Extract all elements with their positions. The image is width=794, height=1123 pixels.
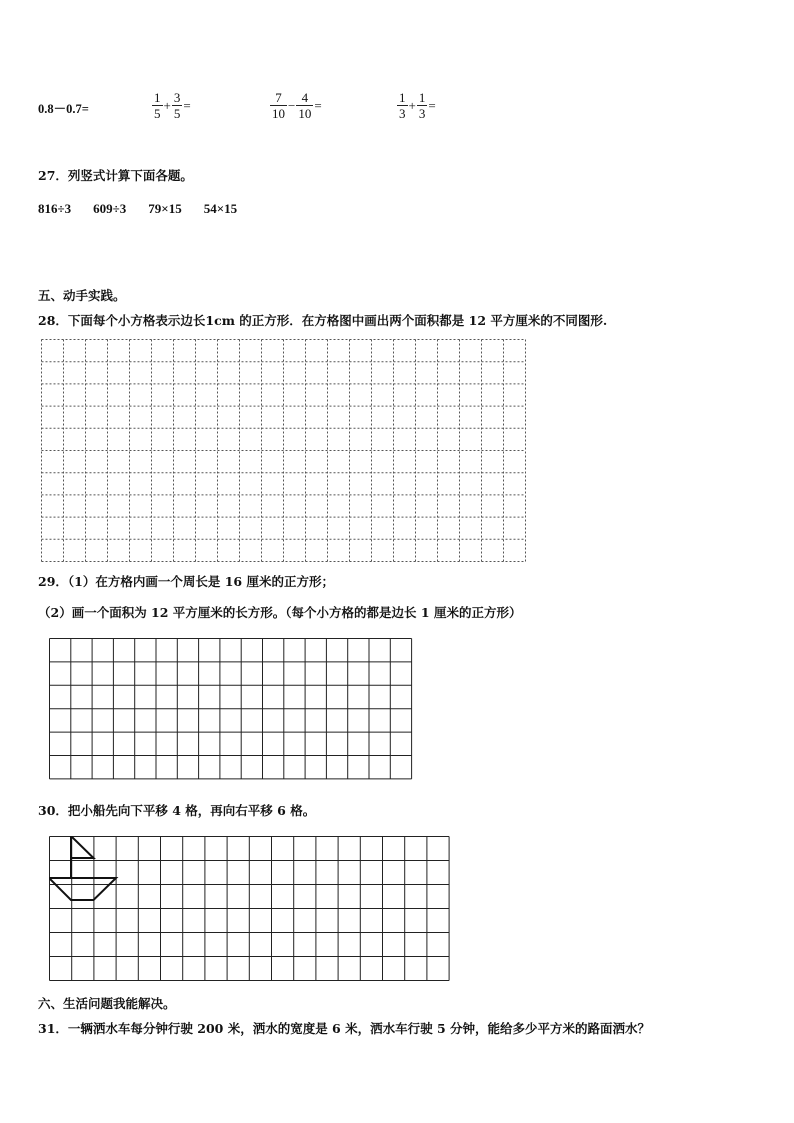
operator: −	[288, 97, 296, 113]
calc-item: 54×15	[203, 201, 238, 216]
fraction	[417, 90, 428, 121]
question-27-items	[38, 198, 259, 217]
boat-shape	[49, 836, 116, 900]
calc-item: 816÷3	[38, 201, 72, 216]
equals-sign: =	[183, 97, 191, 113]
numerator: 1	[154, 90, 161, 105]
fraction-expression-3	[397, 90, 437, 121]
grid-q28[interactable]	[41, 339, 528, 563]
equals-sign: =	[428, 97, 436, 113]
fraction-expression-2	[270, 90, 323, 121]
numerator: 3	[173, 90, 181, 105]
numerator: 7	[275, 90, 282, 105]
equals-sign: =	[314, 97, 322, 113]
denominator: 3	[418, 106, 426, 121]
fraction	[397, 90, 408, 121]
section-5-title: 五、动手实践。	[38, 288, 126, 303]
question-30-title: 30．把小船先向下平移 4 格，再向右平移 6 格。	[38, 803, 316, 818]
operator: +	[163, 97, 171, 113]
calc-item: 609÷3	[93, 201, 127, 216]
denominator: 5	[173, 106, 181, 121]
fraction	[296, 90, 313, 121]
denominator: 10	[272, 106, 285, 121]
question-29-line-2: （2）画一个面积为 12 平方厘米的长方形。（每个小方格的都是边长 1 厘米的正方形）	[38, 605, 522, 620]
numerator: 4	[301, 90, 309, 105]
numerator: 1	[399, 90, 406, 105]
fraction-expression-1	[152, 90, 192, 121]
fraction	[270, 90, 287, 121]
denominator: 5	[154, 106, 161, 121]
question-27-title: 27．列竖式计算下面各题。	[38, 168, 193, 183]
question-28-title: 28．下面每个小方格表示边长1cm 的正方形．在方格图中画出两个面积都是 12 平方厘米的不同图形.	[38, 313, 608, 328]
section-6-title: 六、生活问题我能解决。	[38, 996, 176, 1011]
fraction	[172, 90, 183, 121]
operator: +	[408, 97, 416, 113]
calc-item: 79×15	[148, 201, 182, 216]
denominator: 10	[298, 106, 312, 121]
decimal-expression: 0.8－0.7=	[38, 102, 89, 116]
numerator: 1	[418, 90, 426, 105]
grid-q30[interactable]	[49, 836, 452, 982]
grid-q29[interactable]	[49, 638, 413, 780]
question-29-line-1: 29．（1）在方格内画一个周长是 16 厘米的正方形；	[38, 574, 334, 589]
fraction	[152, 90, 163, 121]
denominator: 3	[399, 106, 406, 121]
question-31-title: 31．一辆洒水车每分钟行驶 200 米，洒水的宽度是 6 米，洒水车行驶 5 分钟，能给多少平方米的路面洒水？	[38, 1021, 650, 1036]
